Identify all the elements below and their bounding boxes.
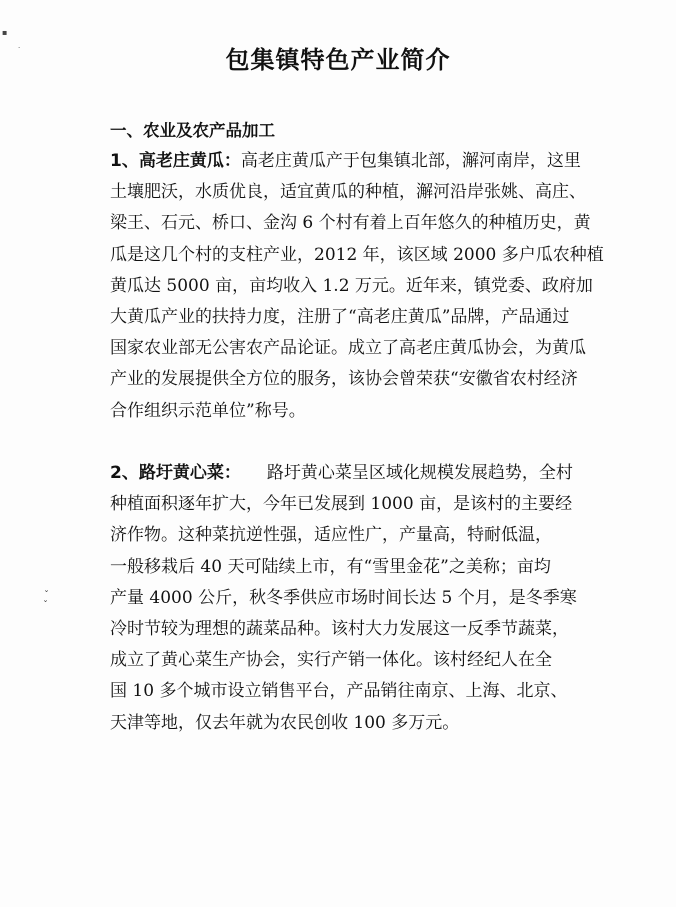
paragraph-line: 土壤肥沃，水质优良，适宜黄瓜的种植，澥河沿岸张姚、高庄、 <box>110 182 586 203</box>
paragraph-line: 种植面积逐年扩大，今年已发展到 1000 亩，是该村的主要经 <box>110 494 573 515</box>
paragraph-line: 国 10 多个城市设立销售平台，产品销往南京、上海、北京、 <box>110 681 568 702</box>
scan-speck: ˇ <box>43 600 48 611</box>
line-text: 路圩黄心菜呈区域化规模发展趋势，全村 <box>266 463 573 483</box>
paragraph-line: 梁王、石元、桥口、金沟 6 个村有着上百年悠久的种植历史，黄 <box>110 213 591 234</box>
paragraph-line: 冷时节较为理想的蔬菜品种。该村大力发展这一反季节蔬菜， <box>110 618 569 639</box>
paragraph-luwei-yellow-heart-cabbage <box>110 458 590 739</box>
section-heading: 一、农业及农产品加工 <box>110 121 275 140</box>
paragraph-line: 瓜是这几个村的支柱产业，2012 年，该区域 2000 多户瓜农种植 <box>110 244 604 265</box>
paragraph-line <box>110 146 590 177</box>
paragraph-line: 天津等地，仅去年就为农民创收 100 多万元。 <box>110 712 460 733</box>
paragraph-line: 济作物。这种菜抗逆性强，适应性广，产量高，特耐低温， <box>110 525 552 546</box>
paragraph-line: 产量 4000 公斤，秋冬季供应市场时间长达 5 个月，是冬季寒 <box>110 587 577 608</box>
scan-speck: ▪ <box>2 28 8 37</box>
document-title: 包集镇特色产业简介 <box>225 46 451 74</box>
paragraph-line: 合作组织示范单位”称号。 <box>110 400 306 421</box>
paragraph-lead: 1、高老庄黄瓜： <box>110 151 241 171</box>
paragraph-line: 成立了黄心菜生产协会，实行产销一体化。该村经纪人在全 <box>110 650 552 671</box>
paragraph-gaolaozhuang-cucumber <box>110 146 604 427</box>
paragraph-line: 产业的发展提供全方位的服务，该协会曾荣获“安徽省农村经济 <box>110 369 578 390</box>
scan-speck: · <box>18 44 21 52</box>
paragraph-lead: 2、路圩黄心菜： <box>110 463 241 483</box>
paragraph-line: 一般移栽后 40 天可陆续上市，有“雪里金花”之美称；亩均 <box>110 556 551 577</box>
paragraph-line: 大黄瓜产业的扶持力度，注册了“高老庄黄瓜”品牌，产品通过 <box>110 306 570 327</box>
paragraph-line: 黄瓜达 5000 亩，亩均收入 1.2 万元。近年来，镇党委、政府加 <box>110 275 593 296</box>
paragraph-line <box>110 458 590 489</box>
scan-speck: ˇ <box>44 590 49 601</box>
line-text: 高老庄黄瓜产于包集镇北部，澥河南岸，这里 <box>240 151 581 171</box>
paragraph-line: 国家农业部无公害农产品论证。成立了高老庄黄瓜协会，为黄瓜 <box>110 338 586 359</box>
